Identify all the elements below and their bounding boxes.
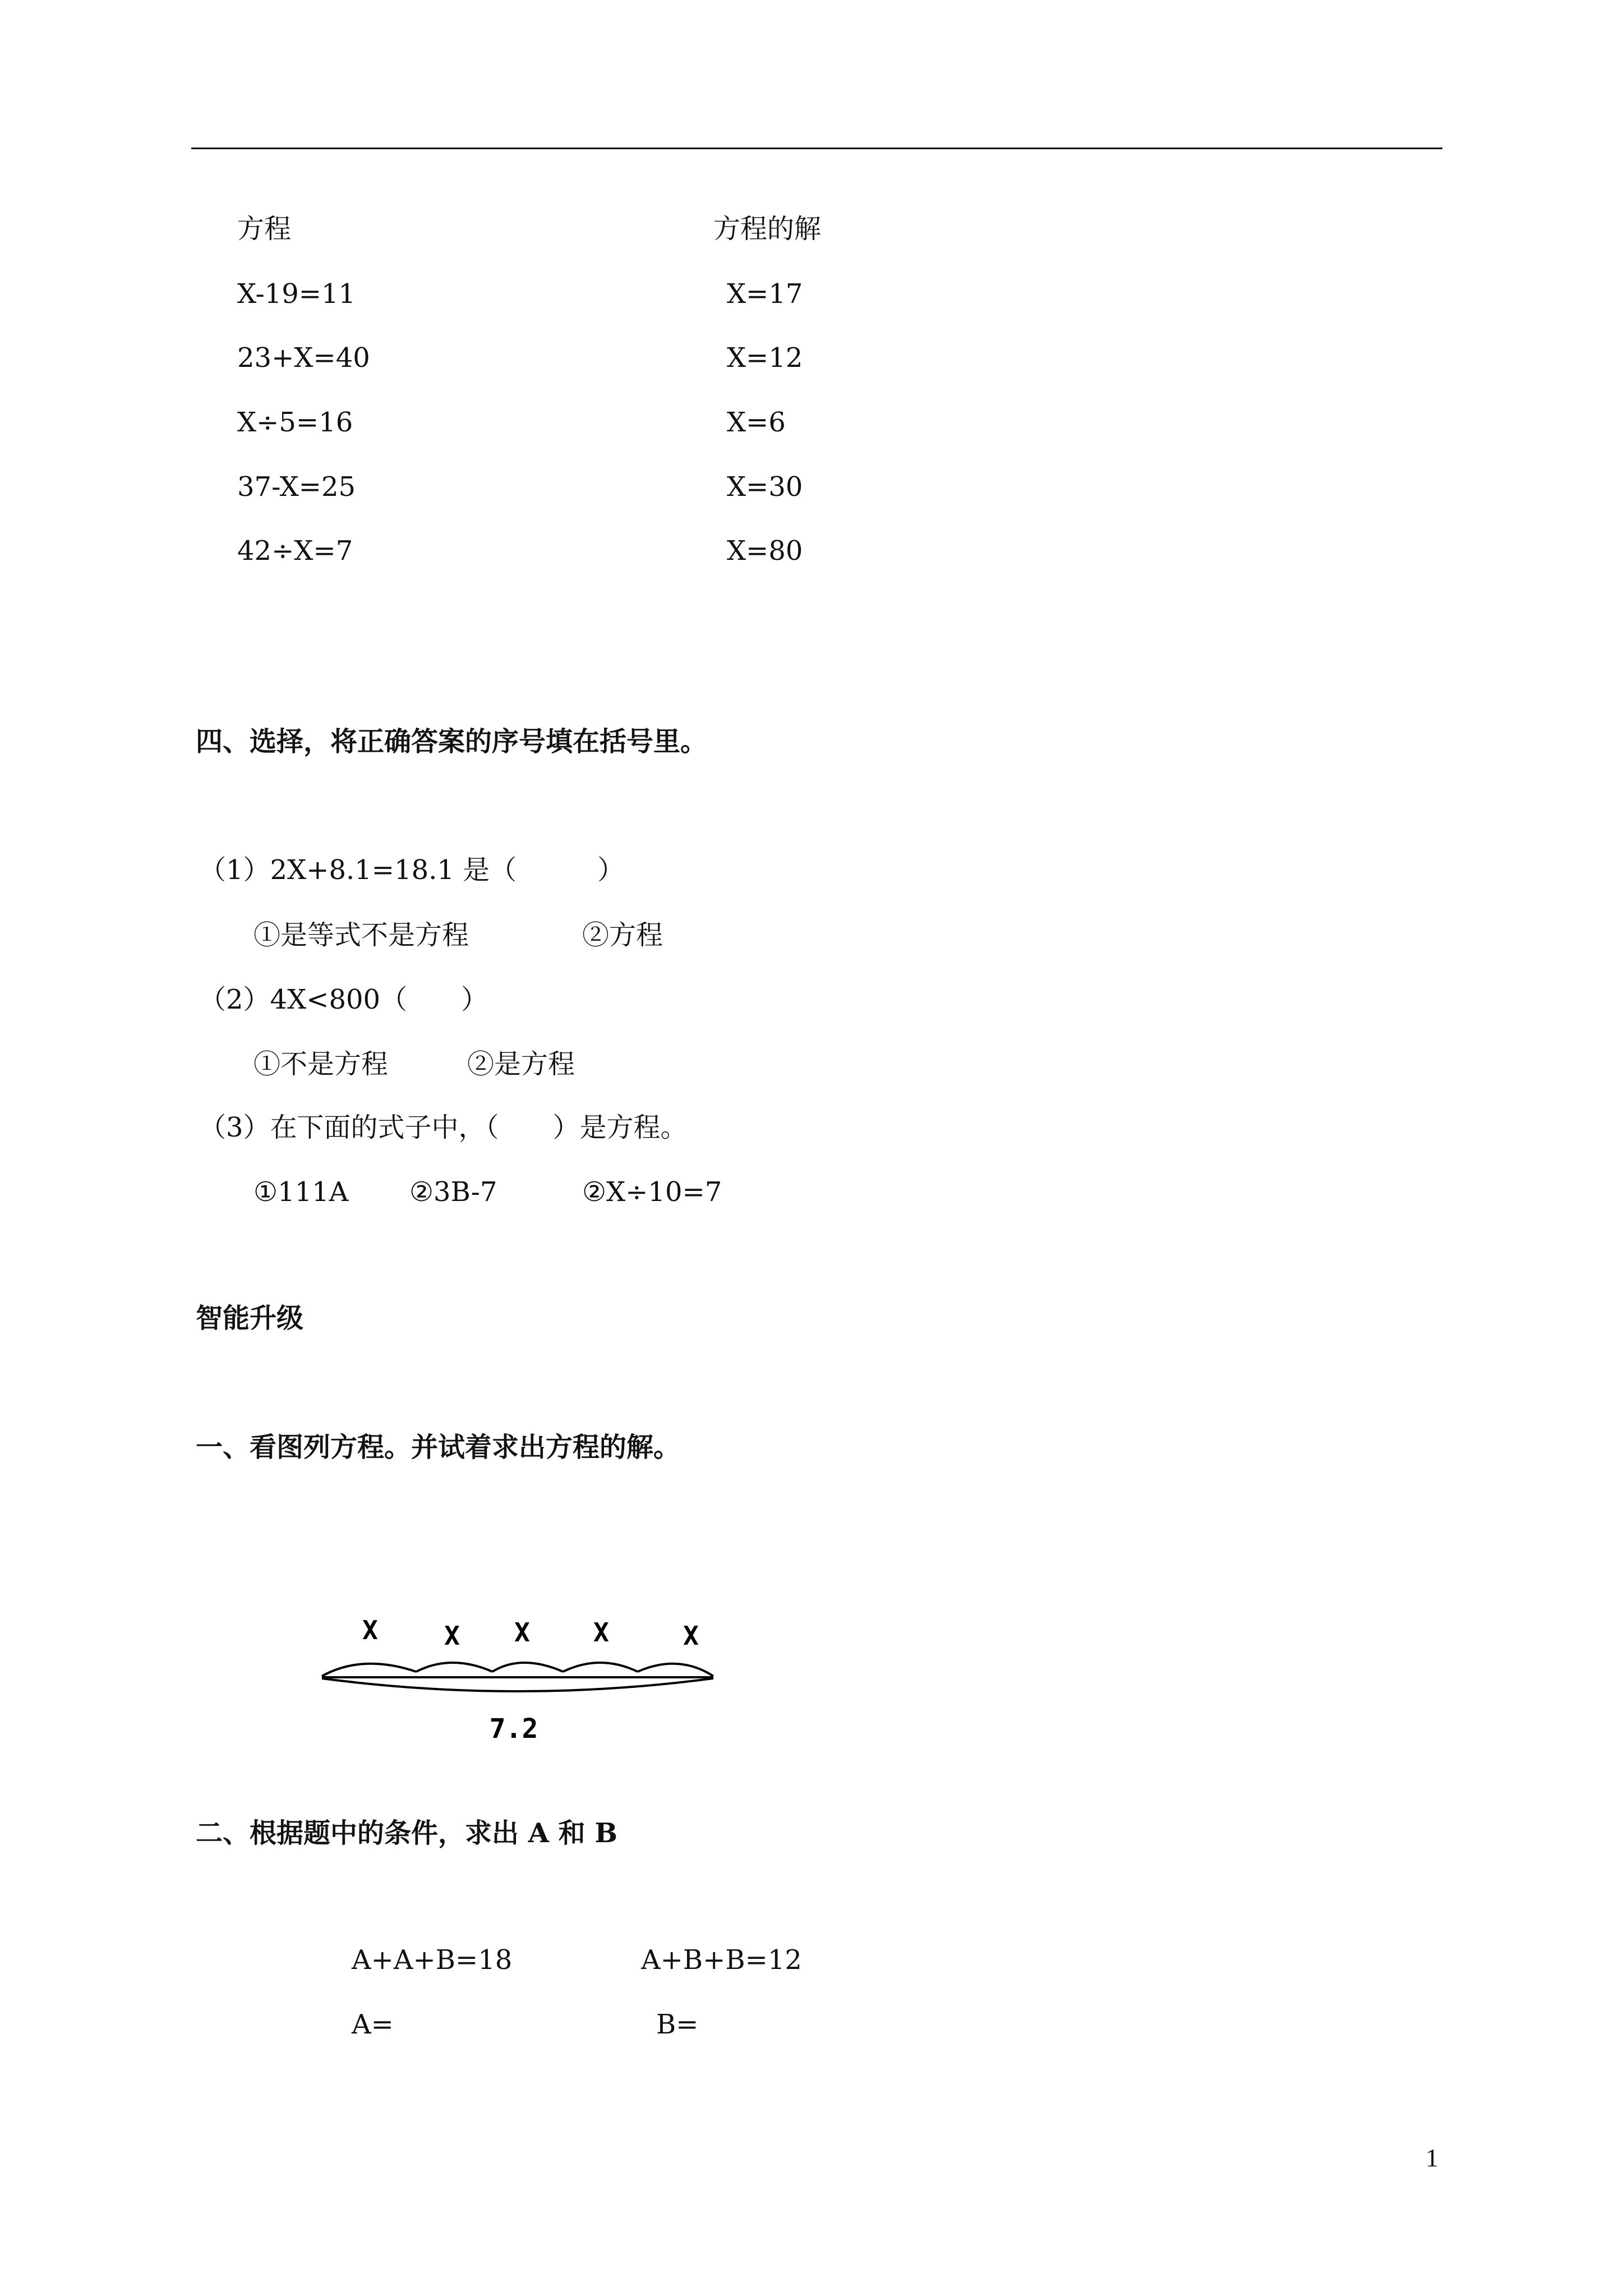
question-3-option-1: ①111A bbox=[253, 1176, 349, 1208]
question-1: （1）2X+8.1=18.1 是（ ） bbox=[199, 854, 625, 886]
question-3-option-3: ②X÷10=7 bbox=[582, 1176, 722, 1208]
equation-item: 42÷X=7 bbox=[237, 535, 353, 567]
answer-a: A= bbox=[352, 2009, 394, 2040]
upgrade-section-2-title: 二、根据题中的条件，求出 A 和 B bbox=[196, 1818, 617, 1849]
solution-item: X=17 bbox=[727, 278, 803, 310]
segment-arc-4 bbox=[563, 1663, 638, 1672]
solution-item: X=6 bbox=[727, 407, 786, 438]
segment-arc-5 bbox=[638, 1664, 713, 1676]
segment-label-3: X bbox=[514, 1617, 530, 1648]
solution-item: X=80 bbox=[727, 535, 803, 567]
solution-item: X=30 bbox=[727, 471, 803, 503]
question-3: （3）在下面的式子中，（ ）是方程。 bbox=[199, 1112, 688, 1143]
segment-figure bbox=[314, 1604, 729, 1761]
page-number: 1 bbox=[1426, 2143, 1438, 2172]
segment-label-4: X bbox=[593, 1617, 609, 1648]
question-1-option-2: ②方程 bbox=[582, 919, 663, 951]
header-rule bbox=[191, 148, 1442, 149]
equation-item: 23+X=40 bbox=[237, 342, 370, 374]
segment-label-1: X bbox=[362, 1615, 378, 1645]
question-3-option-2: ②3B-7 bbox=[409, 1176, 497, 1208]
segment-diagram bbox=[314, 1604, 729, 1761]
condition-equation-1: A+A+B=18 bbox=[352, 1944, 513, 1976]
segment-arc-1 bbox=[322, 1664, 416, 1676]
upgrade-title: 智能升级 bbox=[196, 1303, 304, 1334]
answer-b: B= bbox=[656, 2009, 699, 2040]
equation-item: X-19=11 bbox=[237, 278, 356, 310]
segment-label-2: X bbox=[444, 1621, 460, 1651]
total-brace bbox=[322, 1678, 713, 1691]
section-4-title: 四、选择，将正确答案的序号填在括号里。 bbox=[196, 726, 708, 757]
segment-arc-2 bbox=[416, 1663, 492, 1672]
question-2: （2）4X<800（ ） bbox=[199, 984, 488, 1015]
upgrade-section-1-title: 一、看图列方程。并试着求出方程的解。 bbox=[196, 1432, 681, 1463]
total-label: 7.2 bbox=[489, 1713, 538, 1745]
equation-item: X÷5=16 bbox=[237, 407, 353, 438]
question-1-option-1: ①是等式不是方程 bbox=[253, 919, 469, 951]
condition-equation-2: A+B+B=12 bbox=[641, 1944, 802, 1976]
question-2-option-2: ②是方程 bbox=[467, 1048, 575, 1080]
question-2-option-1: ①不是方程 bbox=[253, 1048, 389, 1080]
segment-label-5: X bbox=[683, 1621, 699, 1651]
equation-item: 37-X=25 bbox=[237, 471, 356, 503]
col-header-solution: 方程的解 bbox=[713, 213, 822, 245]
col-header-equation: 方程 bbox=[237, 213, 292, 245]
segment-arc-3 bbox=[492, 1663, 563, 1672]
solution-item: X=12 bbox=[727, 342, 803, 374]
